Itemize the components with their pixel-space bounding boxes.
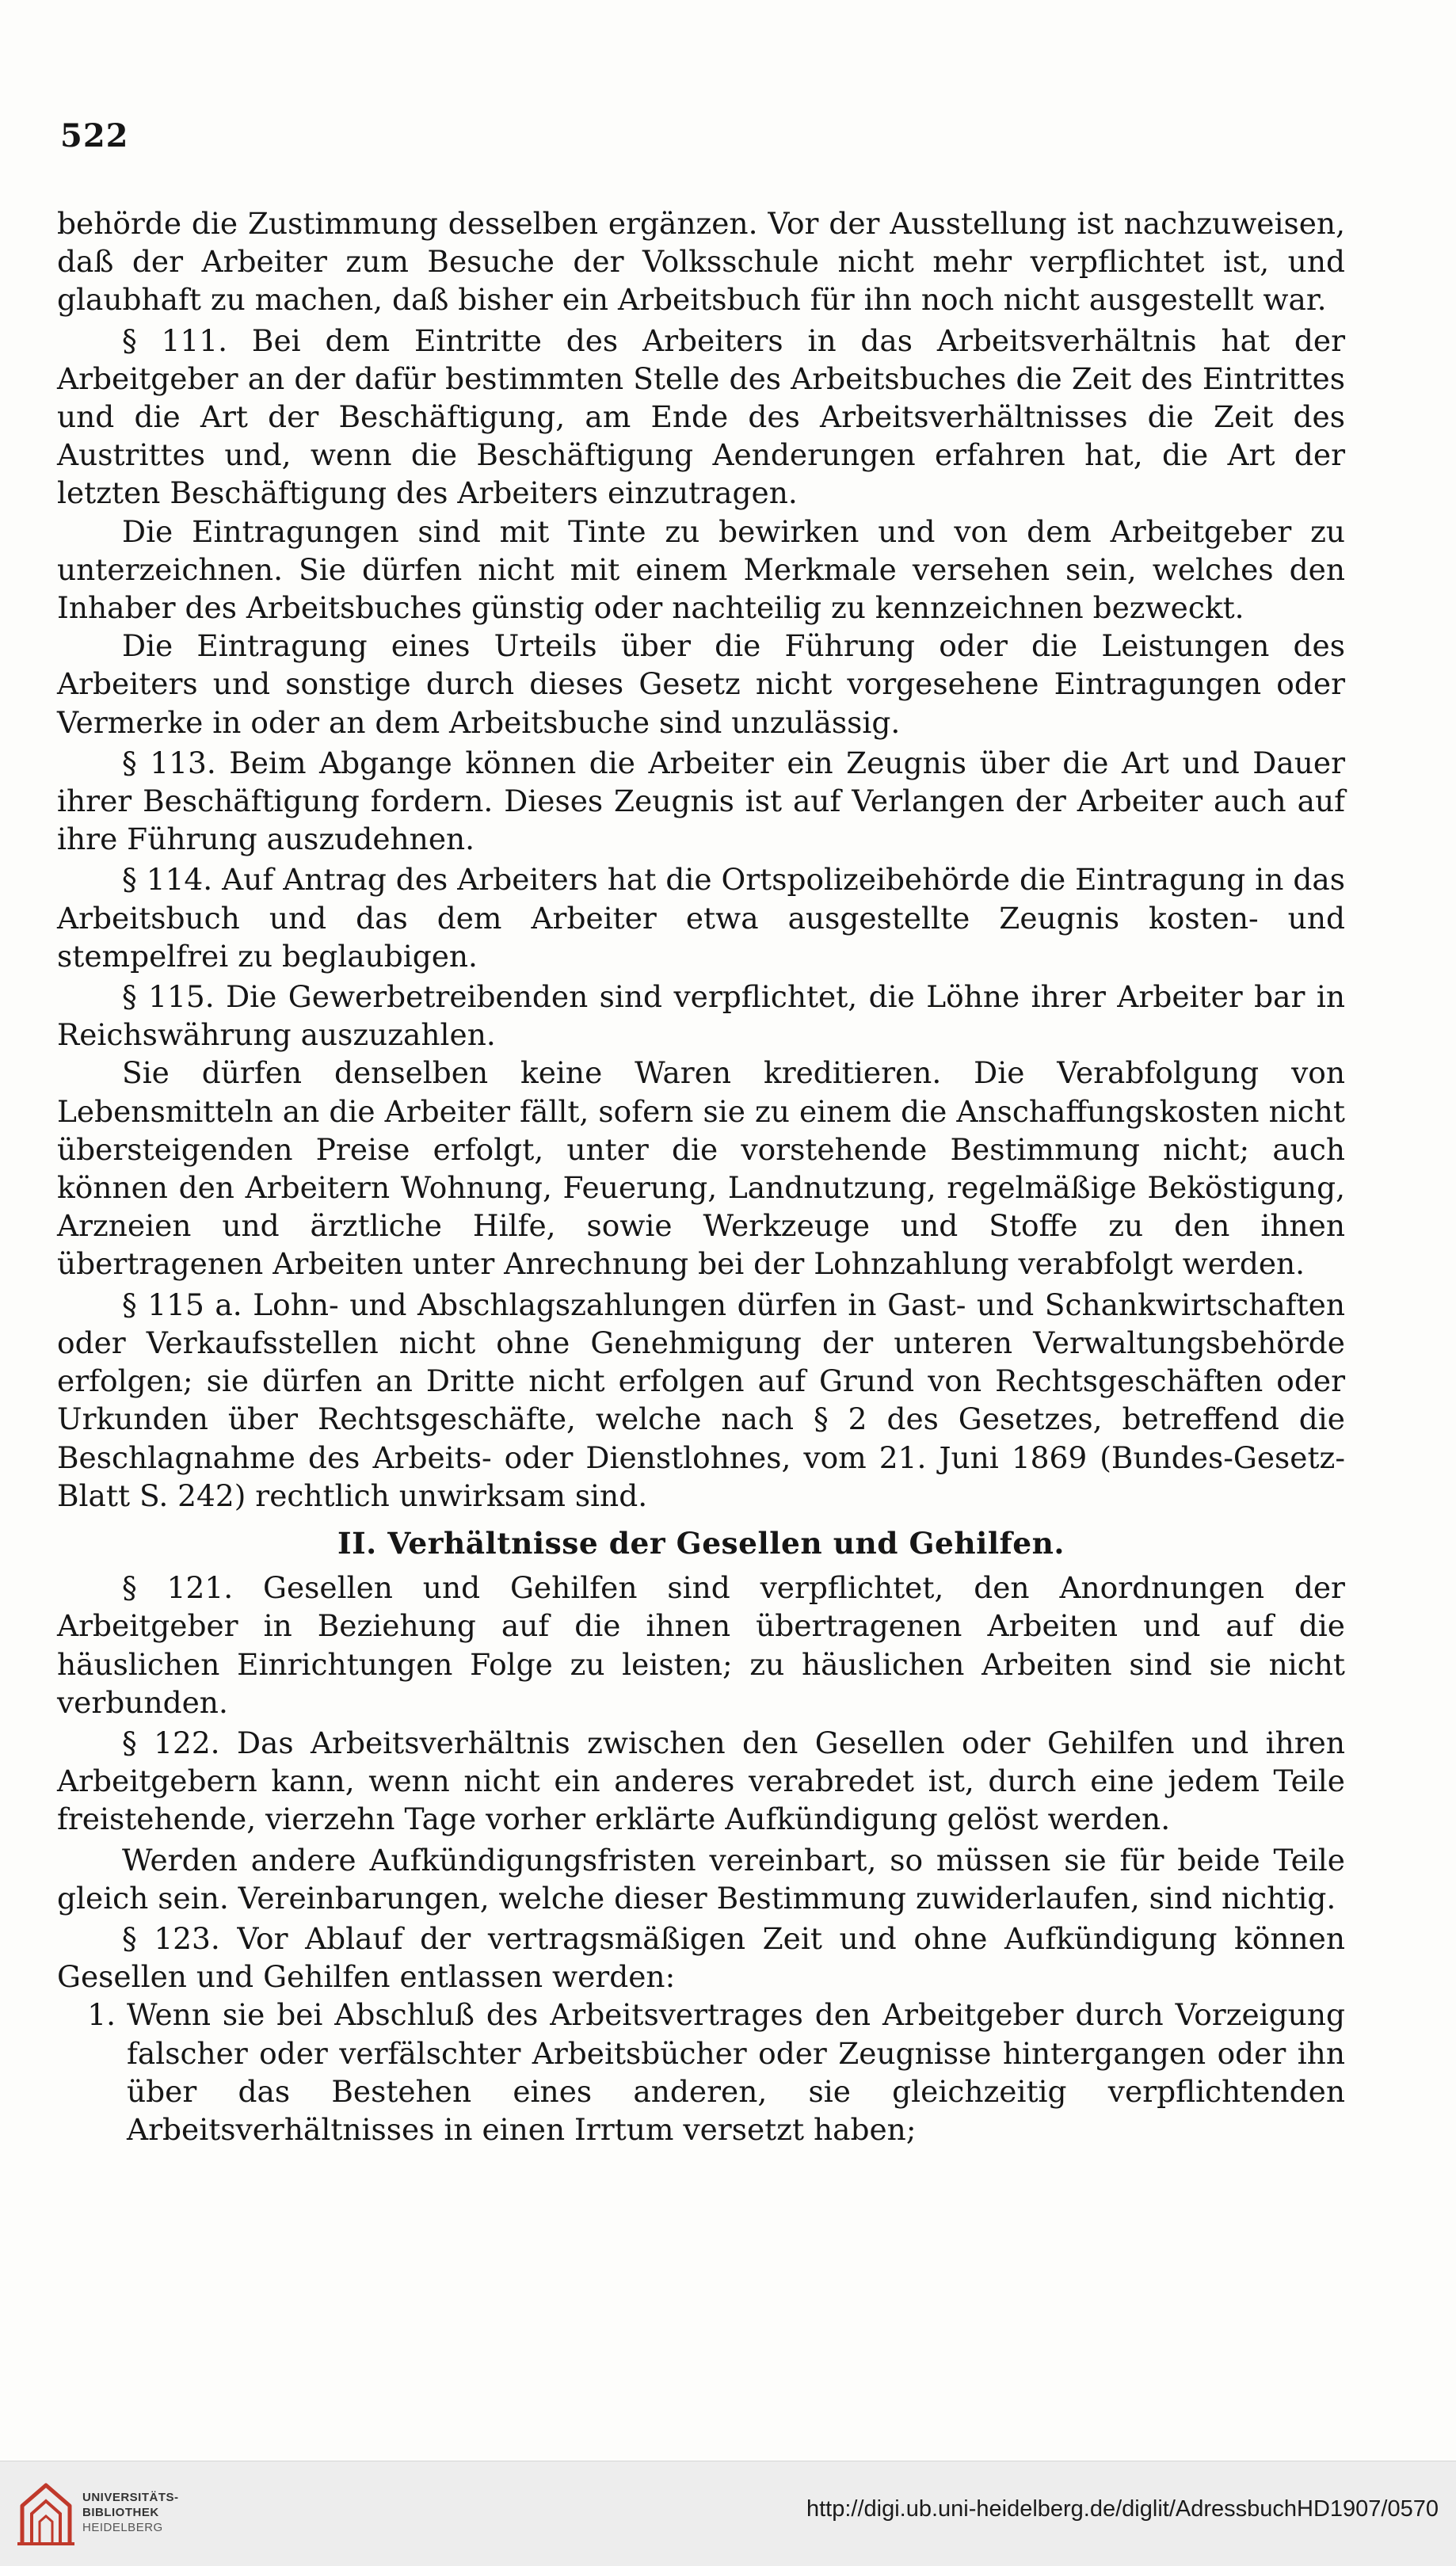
section-heading: II. Verhältnisse der Gesellen und Gehilfen. (337, 1525, 1065, 1561)
text-body (57, 204, 1345, 2149)
paragraph-section-123: § 123. Vor Ablauf der vertragsmäßigen Zeit und ohne Aufkündigung können Gesellen und Gehilfen entlassen werden: (57, 1920, 1345, 1995)
list-item (57, 1996, 1345, 2149)
viewer-footer (0, 2461, 1456, 2566)
paragraph: behörde die Zustimmung desselben ergänzen. Vor der Ausstellung ist nachzuweisen, daß der Arbeiter zum Besuche der Volksschule nicht mehr verpflichtet ist, und glaubhaft zu machen, daß bisher ein Arbeitsbuch für ihn noch nicht ausgestellt war. (57, 206, 1345, 318)
paragraph-section-122: § 122. Das Arbeitsverhältnis zwischen den Gesellen oder Gehilfen und ihren Arbeitgebern kann, wenn nicht ein anderes verabredet ist, durch eine jedem Teile freistehende, vierzehn Tage vorher erklärte Aufkündigung gelöst werden. (57, 1725, 1345, 1837)
list-text: Wenn sie bei Abschluß des Arbeitsvertrages den Arbeitgeber durch Vorzeigung falscher oder verfälschter Arbeitsbücher oder Zeugnisse hintergangen oder ihn über das Bestehen eines anderen, sie gleichzeitig verpflichtenden Arbeitsverhältnisses in einen Irrtum versetzt haben; (127, 1997, 1345, 2147)
paragraph-section-114: § 114. Auf Antrag des Arbeiters hat die Ortspolizeibehörde die Eintragung in das Arbeitsbuch und das dem Arbeiter etwa ausgestellte Zeugnis kosten- und stempelfrei zu beglaubigen. (57, 862, 1345, 974)
library-name-line: HEIDELBERG (82, 2521, 163, 2534)
paragraph-section-115: § 115. Die Gewerbetreibenden sind verpflichtet, die Löhne ihrer Arbeiter bar in Reichswährung auszuzahlen. (57, 979, 1345, 1053)
paragraph: Die Eintragungen sind mit Tinte zu bewirken und von dem Arbeitgeber zu unterzeichnen. Sie dürfen nicht mit einem Merkmale versehen sein, welches den Inhaber des Arbeitsbuches günstig oder nachteilig zu kennzeichnen bezweckt. (57, 513, 1345, 626)
paragraph: Sie dürfen denselben keine Waren kreditieren. Die Verabfolgung von Lebensmitteln an die Arbeiter fällt, sofern sie zu einem die Anschaffungskosten nicht übersteigenden Preise erfolgt, unter die vorstehende Bestimmung nicht; auch können den Arbeitern Wohnung, Feuerung, Landnutzung, regelmäßige Beköstigung, Arzneien und ärztliche Hilfe, sowie Werkzeuge und Stoffe zu den ihnen übertragenen Arbeiten unter Anrechnung bei der Lohnzahlung verabfolgt werden. (57, 1055, 1345, 1282)
list-number: 1. (87, 1997, 116, 2033)
page-number: 522 (60, 117, 129, 154)
library-name-line: BIBLIOTHEK (82, 2506, 159, 2519)
ub-heidelberg-logo-icon[interactable] (16, 2479, 76, 2549)
paragraph: Werden andere Aufkündigungsfristen vereinbart, so müssen sie für beide Teile gleich sein. Vereinbarungen, welche dieser Bestimmung zuwiderlaufen, sind nichtig. (57, 1842, 1345, 1916)
paragraph-section-121: § 121. Gesellen und Gehilfen sind verpflichtet, den Anordnungen der Arbeitgeber in Beziehung auf die ihnen übertragenen Arbeiten und auf die häuslichen Einrichtungen Folge zu leisten; zu häuslichen Arbeiten sind sie nicht verbunden. (57, 1570, 1345, 1720)
source-url-link[interactable]: http://digi.ub.uni-heidelberg.de/diglit/AdressbuchHD1907/0570 (806, 2496, 1439, 2522)
paragraph-section-111: § 111. Bei dem Eintritte des Arbeiters in das Arbeitsverhältnis hat der Arbeitgeber an der dafür bestimmten Stelle des Arbeitsbuches die Zeit des Eintrittes und die Art der Beschäftigung, am Ende des Arbeitsverhältnisses die Zeit des Austrittes und, wenn die Beschäftigung Aenderungen erfahren hat, die Art der letzten Beschäftigung des Arbeiters einzutragen. (57, 322, 1345, 511)
library-name-line: UNIVERSITÄTS- (82, 2491, 179, 2504)
paragraph-section-113: § 113. Beim Abgange können die Arbeiter ein Zeugnis über die Art und Dauer ihrer Beschäftigung fordern. Dieses Zeugnis ist auf Verlangen der Arbeiter auch auf ihre Führung auszudehnen. (57, 745, 1345, 857)
paragraph: Die Eintragung eines Urteils über die Führung oder die Leistungen des Arbeiters und sonstige durch dieses Gesetz nicht vorgesehene Eintragungen oder Vermerke in oder an dem Arbeitsbuche sind unzulässig. (57, 628, 1345, 740)
paragraph-section-115a: § 115 a. Lohn- und Abschlagszahlungen dürfen in Gast- und Schankwirtschaften oder Verkaufsstellen nicht ohne Genehmigung der unteren Verwaltungsbehörde erfolgen; sie dürfen an Dritte nicht erfolgen auf Grund von Rechtsgeschäften oder Urkunden über Rechtsgeschäfte, welche nach § 2 des Gesetzes, betreffend die Beschlagnahme des Arbeits- oder Dienstlohnes, vom 21. Juni 1869 (Bundes-Gesetz-Blatt S. 242) rechtlich unwirksam sind. (57, 1287, 1345, 1513)
library-name (82, 2490, 179, 2535)
